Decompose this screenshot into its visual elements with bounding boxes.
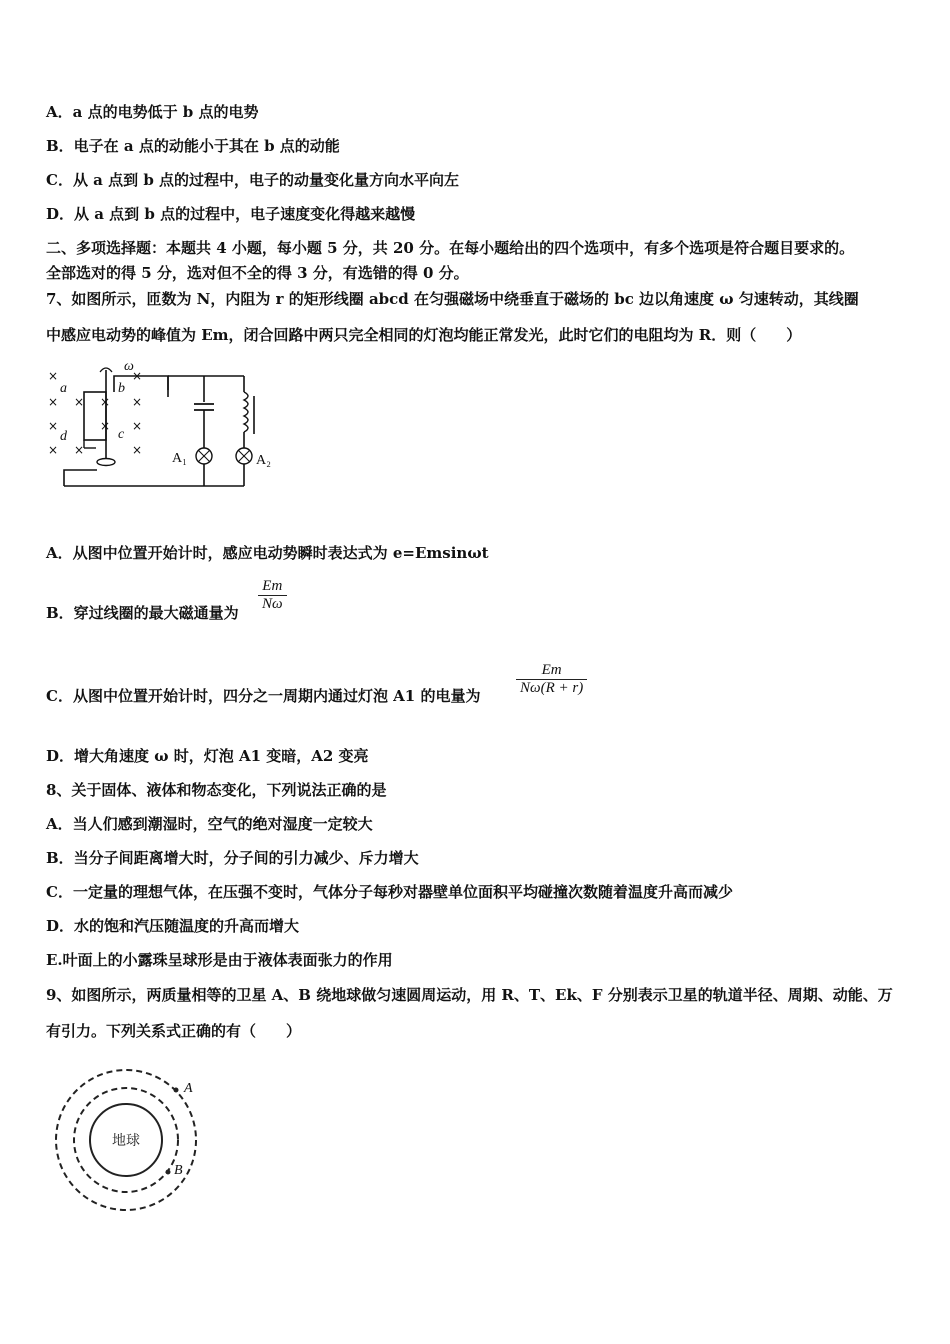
q8-option-e: E.叶面上的小露珠呈球形是由于液体表面张力的作用 — [46, 951, 393, 969]
q6-option-a: A．a 点的电势低于 b 点的电势 — [46, 103, 259, 121]
q8-option-a: A．当人们感到潮湿时，空气的绝对湿度一定较大 — [46, 815, 373, 833]
q6-option-c: C．从 a 点到 b 点的过程中，电子的动量变化量方向水平向左 — [46, 171, 460, 189]
fraction-numerator: Em — [258, 578, 287, 596]
field-cross: × — [100, 395, 111, 409]
label-omega: ω — [124, 362, 134, 374]
earth-label: 地球 — [112, 1133, 140, 1149]
fraction-denominator: Nω(R + r) — [520, 680, 584, 696]
field-cross: × — [48, 443, 59, 457]
field-cross: × — [132, 369, 143, 383]
section-2-heading-line1: 二、多项选择题：本题共 4 小题，每小题 5 分，共 20 分。在每小题给出的四个选项中，有多个选项是符合题目要求的。 — [46, 239, 855, 257]
field-cross: × — [74, 395, 85, 409]
q8-option-c: C．一定量的理想气体，在压强不变时，气体分子每秒对器壁单位面积平均碰撞次数随着温度升高而减少 — [46, 883, 733, 901]
field-cross: × — [132, 443, 143, 457]
label-d: d — [60, 429, 67, 444]
q6-option-d: D．从 a 点到 b 点的过程中，电子速度变化得越来越慢 — [46, 205, 416, 223]
q8-option-b: B．当分子间距离增大时，分子间的引力减少、斥力增大 — [46, 849, 419, 867]
q7-option-b: B．穿过线圈的最大磁通量为 — [46, 604, 239, 622]
satellite-a-label: A — [184, 1081, 193, 1096]
field-cross: × — [48, 395, 59, 409]
field-cross: × — [74, 443, 85, 457]
q8-stem: 8、关于固体、液体和物态变化，下列说法正确的是 — [46, 781, 387, 799]
satellite-b-label: B — [174, 1163, 183, 1178]
q7-stem-line2: 中感应电动势的峰值为 Em，闭合回路中两只完全相同的灯泡均能正常发光，此时它们的电阻均为 R．则（ ） — [46, 326, 802, 344]
label-c: c — [118, 427, 125, 442]
label-a: a — [60, 381, 67, 396]
q7-stem-line1: 7、如图所示，匝数为 N，内阻为 r 的矩形线圈 abcd 在匀强磁场中绕垂直于磁场的 bc 边以角速度 ω 匀速转动，其线圈 — [46, 290, 859, 308]
q7-option-d: D．增大角速度 ω 时，灯泡 A1 变暗，A2 变亮 — [46, 747, 369, 765]
field-cross: × — [48, 419, 59, 433]
q7-option-b-fraction — [258, 578, 287, 613]
q9-stem-line2: 有引力。下列关系式正确的有（ ） — [46, 1022, 302, 1040]
q7-circuit-figure — [44, 362, 274, 492]
q7-option-a: A．从图中位置开始计时，感应电动势瞬时表达式为 e=Emsinωt — [46, 544, 489, 562]
fraction-denominator: Nω — [262, 596, 283, 612]
q9-orbit-figure — [50, 1062, 210, 1212]
q9-stem-line1: 9、如图所示，两质量相等的卫星 A、B 绕地球做匀速圆周运动，用 R、T、Ek、F 分别表示卫星的轨道半径、周期、动能、万 — [46, 986, 893, 1004]
label-a1: A₁ — [172, 451, 187, 466]
field-cross: × — [100, 419, 111, 433]
field-cross: × — [48, 369, 59, 383]
q7-option-c-fraction — [516, 662, 587, 697]
q8-option-d: D．水的饱和汽压随温度的升高而增大 — [46, 917, 300, 935]
field-cross: × — [132, 419, 143, 433]
q7-option-c: C．从图中位置开始计时，四分之一周期内通过灯泡 A1 的电量为 — [46, 687, 481, 705]
fraction-numerator: Em — [516, 662, 587, 680]
label-b: b — [118, 381, 125, 396]
section-2-heading-line2: 全部选对的得 5 分，选对但不全的得 3 分，有选错的得 0 分。 — [46, 264, 469, 282]
label-a2: A₂ — [256, 453, 271, 468]
q6-option-b: B．电子在 a 点的动能小于其在 b 点的动能 — [46, 137, 340, 155]
field-cross: × — [132, 395, 143, 409]
